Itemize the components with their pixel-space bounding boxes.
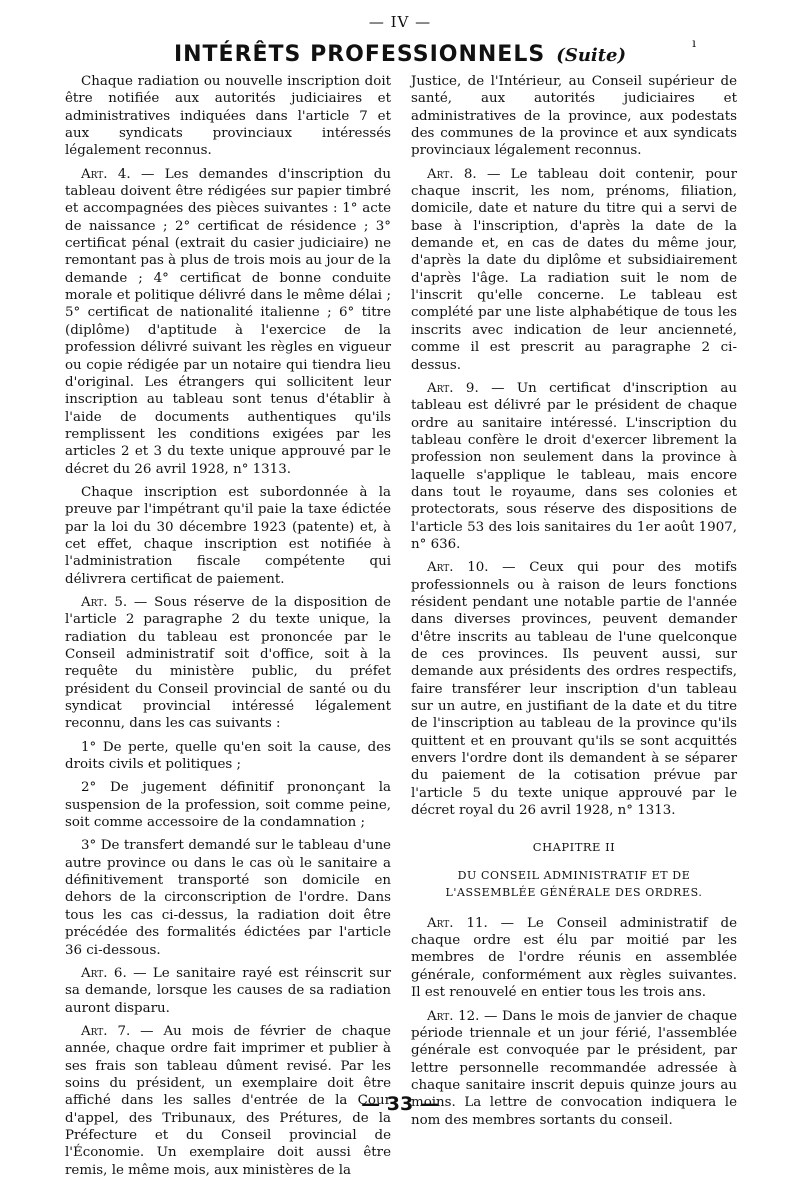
section-title — [0, 42, 800, 67]
paragraph-text: 3° De transfert demandé sur le tableau d'une autre province ou dans le cas où le sanitaire a définitivement transporté son domicile en dehors de la circonscription de l'ordre. Dans tous les cas ci-dessus, la radiation doit être précédée des formalités édictées par l'article 36 ci-dessous. — [65, 838, 391, 958]
paragraph — [65, 73, 391, 160]
chapter-subheading: DU CONSEIL ADMINISTRATIF ET DE L'ASSEMBLÉE GÉNÉRALE DES ORDRES. — [445, 868, 703, 899]
paragraph — [65, 484, 391, 588]
corner-mark: ı — [692, 36, 696, 50]
paragraph — [65, 594, 391, 733]
article-label: Art. 8. — [427, 166, 477, 182]
paragraph-text: — Ceux qui pour des motifs professionnels ou à raison de leurs fonctions résident pendant une notable partie de l'année dans diverses provinces, peuvent demander d'être inscrits au tableau de l'une quelconque de ces provinces. Ils peuvent aussi, sur demande aux présidents des ordres respectifs, faire transférer leur inscription d'un tableau sur un autre, en justifiant de la date et du titre de l'inscription au tableau de la province qu'ils quittent et en prouvant qu'ils se sont acquittés envers l'ordre dont ils demandent à se séparer du paiement de la cotisation prévue par l'article 5 du texte unique approuvé par le décret royal du 26 avril 1928, n° 1313. — [411, 560, 737, 819]
chapter-heading: CHAPITRE II — [532, 840, 616, 855]
paragraph-text: — Le sanitaire rayé est réinscrit sur sa demande, lorsque les causes de sa radiation auront disparu. — [65, 965, 391, 1016]
paragraph-text: — Les demandes d'inscription du tableau doivent être rédigées sur papier timbré et accompagnées des pièces suivantes : 1° acte de naissance ; 2° certificat de résidence ; 3° certificat pénal (extrait du casier judiciaire) ne remontant pas à plus de trois mois au jour de la demande ; 4° certificat de bonne conduite morale et politique délivré dans le même délai ; 5° certificat de nationalité italienne ; 6° titre (diplôme) d'aptitude à l'exercice de la profession délivré suivant les règles en vigueur ou copie rédigée par un notaire qui tiendra lieu d'original. Les étrangers qui sollicitent leur inscription au tableau sont tenus d'établir à l'aide de documents authentiques qu'ils remplissent les conditions exigées par les articles 2 et 3 du texte unique approuvé par le décret du 26 avril 1928, n° 1313. — [65, 166, 391, 477]
page-number: — 33 — — [361, 1093, 439, 1115]
paragraph-text: — Au mois de février de chaque année, chaque ordre fait imprimer et publier à ses frais son tableau dûment revisé. Par les soins du président, un exemplaire doit être affiché dans les salles d'entrée de la Cour d'appel, des Tribunaux, des Prétures, de la Préfecture et du Conseil provincial de l'Économie. Un exemplaire doit aussi être remis, le même mois, aux ministères de la — [65, 1023, 391, 1178]
article-label: Art. 5. — [81, 594, 128, 610]
paragraph-text: — Sous réserve de la disposition de l'article 2 paragraphe 2 du texte unique, la radiation du tableau est prononcée par le Conseil administratif soit d'office, soit à la requête du ministère public, du préfet président du Conseil provincial de santé ou du syndicat provincial intéressé légalement reconnu, dans les cas suivants : — [65, 594, 391, 732]
left-column — [65, 73, 391, 1185]
paragraph-text: — Dans le mois de janvier de chaque période triennale et un jour férié, l'assemblée générale est convoquée par le président, par lettre personnelle recommandée adressée à chaque sanitaire inscrit depuis quinze jours au moins. La lettre de convocation indiquera le nom des membres sortants du conseil. — [411, 1008, 737, 1128]
running-head: — IV — — [368, 13, 432, 31]
paragraph-text: — Le Conseil administratif de chaque ordre est élu par moitié par les membres de l'ordre réunis en assemblée générale, conformément aux règles suivantes. Il est renouvelé en entier tous les trois ans. — [411, 915, 737, 1001]
article-label: Art. 6. — [81, 965, 127, 981]
section-title-main: INTÉRÊTS PROFESSIONNELS — [173, 42, 546, 67]
paragraph-text: Chaque inscription est subordonnée à la preuve par l'impétrant qu'il paie la taxe édictée par la loi du 30 décembre 1923 (patente) et, à cet effet, chaque inscription est notifiée à l'administration fiscale compétente qui délivrera certificat de paiement. — [65, 484, 391, 587]
article-label: Art. 12. — [427, 1008, 480, 1024]
paragraph-text: 1° De perte, quelle qu'en soit la cause, des droits civils et politiques ; — [65, 739, 391, 773]
paragraph-text: Justice, de l'Intérieur, au Conseil supérieur de santé, aux autorités judiciaires et administratives de la province, aux podestats des communes de la province et aux syndicats provinciaux légalement reconnus. — [411, 74, 737, 159]
article-label: Art. 9. — [427, 380, 479, 396]
paragraph — [65, 837, 391, 958]
paragraph — [411, 915, 737, 1002]
paragraph — [411, 166, 737, 374]
right-column — [411, 73, 737, 1135]
paragraph-text: 2° De jugement définitif prononçant la suspension de la profession, soit comme peine, soit comme accessoire de la condamnation ; — [65, 780, 391, 831]
article-label: Art. 11. — [427, 915, 488, 931]
article-label: Art. 7. — [81, 1023, 131, 1039]
paragraph — [65, 965, 391, 1017]
paragraph — [411, 73, 737, 160]
paragraph — [411, 380, 737, 553]
article-label: Art. 4. — [81, 166, 131, 182]
paragraph — [65, 166, 391, 478]
paragraph — [65, 739, 391, 774]
paragraph-text: — Un certificat d'inscription au tableau est délivré par le président de chaque ordre au sanitaire intéressé. L'inscription du tableau confère le droit d'exercer librement la profession non seulement dans la province à laquelle s'applique le tableau, mais encore dans tout le royaume, dans ses colonies et protectorats, sous réserve des dispositions de l'article 53 des lois sanitaires du 1er août 1907, n° 636. — [411, 380, 737, 552]
paragraph-text: Chaque radiation ou nouvelle inscription doit être notifiée aux autorités judiciaires et administratives indiquées dans l'article 7 et aux syndicats provinciaux intéressés légalement reconnus. — [65, 74, 391, 159]
section-title-suffix: (Suite) — [556, 45, 627, 66]
paragraph — [65, 779, 391, 831]
paragraph-text: — Le tableau doit contenir, pour chaque inscrit, les nom, prénoms, filiation, domicile, date et nature du titre qui a servi de base à l'inscription, d'après la date de la demande et, en cas de dates du même jour, d'après la date du diplôme et subsidiairement d'après l'âge. La radiation suit le nom de l'inscrit qu'elle concerne. Le tableau est complété par une liste alphabétique de tous les inscrits avec indication de leur ancienneté, comme il est prescrit au paragraphe 2 ci-dessus. — [411, 166, 737, 373]
article-label: Art. 10. — [427, 560, 489, 576]
right-column-top — [411, 73, 737, 819]
paragraph — [411, 559, 737, 819]
